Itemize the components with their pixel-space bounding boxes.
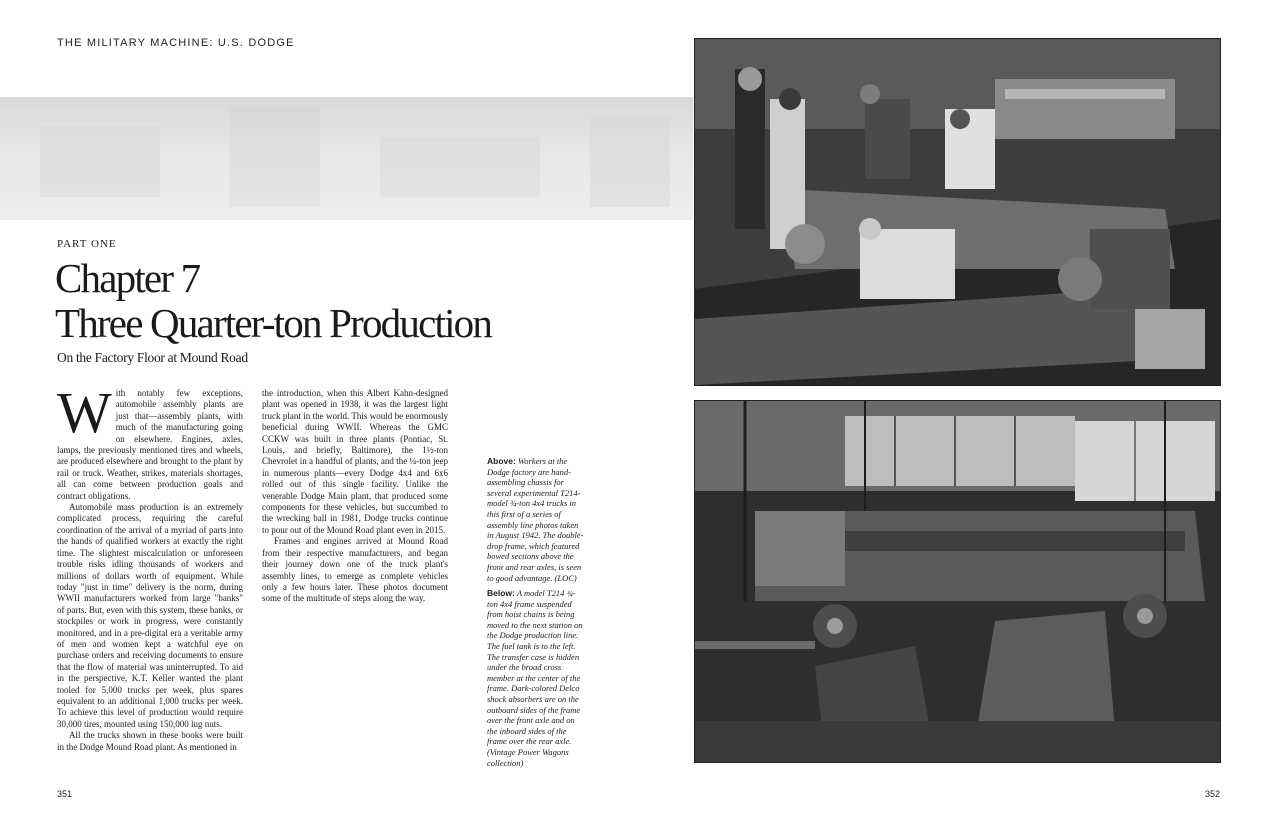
caption-text: Workers at the Dodge factory are hand-assembling chassis for several experimental T214-model ¾-ton 4x4 trucks in this first of a series of assembly line photos taken in August 1942. The double-drop frame, which featured bowed sections above the front and rear axles, is seen to good advantage. (LOC) [487,456,584,583]
body-paragraph: the introduction, when this Albert Kahn-designed plant was opened in 1938, it was the largest light truck plant in the world. This would be enormously beneficial during WWII. Whereas the GMC CCKW was built in three plants (Pontiac, St. Louis, and briefly, Baltimore), the 1½-ton Chevrolet in a handful of plants, and the ¼-ton jeep in numerous plants—every Dodge 4x4 and 6x6 rolled out of this single facility. Unlike the venerable Dodge Main plant, that produced some components for these vehicles, but succumbed to the wrecking ball in 1981, Dodge trucks continue to pour out of the Mound Road plant even in 2015. [262,388,448,535]
body-paragraph [57,380,243,502]
paragraph-text: ith notably few exceptions, automobile assembly plants are just that—assembly plants, with much of the manufacturing going on elsewhere. Engines, axles, lamps, the previously mentioned tires and wheels, are produced elsewhere and brought to the plant by rail or truck. Weather, strikes, materials shortages, all can come between production goals and contract obligations. [57,388,243,501]
body-paragraph: Frames and engines arrived at Mound Road from their respective manufacturers, and began their journey down one of the truck plant's assembly lines, to emerge as complete vehicles only a few hours later. These photos document some of the multitude of steps along the way. [262,536,448,604]
chapter-title [55,256,491,346]
header-banner-image [0,97,693,220]
factory-workers-photo [694,38,1221,386]
caption-label: Above: [487,456,516,466]
page-number-left: 351 [57,789,73,799]
caption-above [487,456,585,583]
assembly-line-photo [694,400,1221,763]
caption-text: A model T214 ¾-ton 4x4 frame suspended from hoist chains is being moved to the next station on the Dodge production line. The fuel tank is to the left. The transfer case is hidden under the broad cross member at the center of the frame. Dark-colored Delco shock absorbers are on the outboard sides of the frame over the front axle and on the inboard sides of the frame over the rear axle. (Vintage Power Wagons collection) [487,588,583,768]
body-paragraph: All the trucks shown in these books were built in the Dodge Mound Road plant. As mentioned in [57,730,243,752]
part-label: PART ONE [57,238,117,250]
chapter-title-line2: Three Quarter-ton Production [55,300,492,346]
drop-cap: W [57,380,112,445]
body-paragraph: Automobile mass production is an extremely complicated process, requiring the careful coordination of the arrival of a myriad of parts into the hands of qualified workers at exactly the right time. The slightest miscalculation or unforeseen trouble risks idling thousands of workers and millions of dollars worth of equipment. While today "just in time" delivery is the norm, during WWII manufacturers worked from large "banks" of parts. But, even with this system, these banks, or stockpiles or work in progress, were constantly monitored, and in a pre-digital era a veritable army of men and women kept a watchful eye on purchase orders and receiving documents to ensure that the flow of material was uninterrupted. To aid in the perspective, K.T. Keller wanted the plant tooled for 5,000 trucks per week, plus spares equivalent to an additional 1,000 trucks per week. To achieve this level of production would require 30,000 tires, mounted using 150,000 lug nuts. [57,502,243,729]
chapter-subtitle: On the Factory Floor at Mound Road [57,350,248,365]
chapter-title-line1: Chapter 7 [55,255,200,301]
running-head: THE MILITARY MACHINE: U.S. DODGE [57,37,295,49]
caption-label: Below: [487,588,515,598]
caption-below [487,588,585,768]
body-column-2 [262,388,448,605]
page-number-right: 352 [1205,789,1221,799]
body-column-1 [57,380,243,753]
